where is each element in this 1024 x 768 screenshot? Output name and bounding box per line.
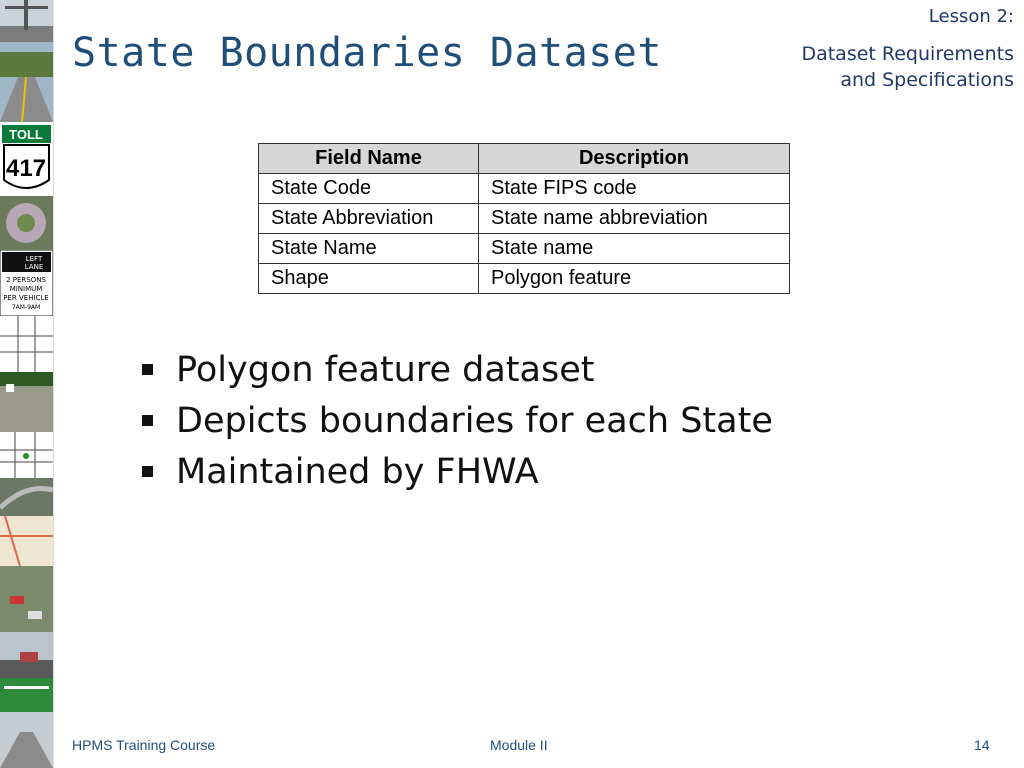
description-cell: State name — [479, 234, 790, 264]
fields-table — [258, 143, 790, 294]
column-header: Field Name — [259, 144, 479, 174]
table-row — [259, 264, 790, 294]
freeway-photo — [0, 712, 53, 768]
hov-line1: LEFT — [25, 255, 43, 263]
list-item — [140, 447, 773, 498]
traffic-photo — [0, 566, 53, 632]
image-strip — [0, 0, 54, 768]
green-sign — [0, 678, 53, 712]
page-number: 14 — [974, 737, 990, 753]
lesson-label: Lesson 2: — [928, 6, 1014, 27]
roundabout-photo — [0, 196, 53, 250]
footer-course: HPMS Training Course — [72, 737, 216, 753]
footer-module: Module II — [490, 737, 548, 753]
map-image — [0, 516, 53, 566]
bullet-list — [140, 345, 773, 498]
field-name-cell: State Abbreviation — [259, 204, 479, 234]
table-row — [259, 174, 790, 204]
hov-line4: MINIMUM — [9, 285, 43, 293]
list-item — [140, 396, 773, 447]
signal-diagram — [0, 432, 53, 478]
hov-line2: LANE — [24, 263, 44, 271]
slide-title: State Boundaries Dataset — [72, 30, 662, 76]
hov-line3: 2 PERSONS — [6, 276, 46, 284]
description-cell: State name abbreviation — [479, 204, 790, 234]
hov-sign — [0, 250, 53, 316]
field-name-cell: State Code — [259, 174, 479, 204]
bridge-photo — [0, 632, 53, 678]
toll-label: TOLL — [9, 127, 43, 142]
hov-line6: 7AM-9AM — [11, 304, 41, 311]
hov-line5: PER VEHICLE — [3, 294, 49, 302]
bullet-text: Maintained by FHWA — [176, 452, 539, 492]
table-row — [259, 234, 790, 264]
lane-photo — [0, 372, 53, 432]
description-cell: State FIPS code — [479, 174, 790, 204]
bullet-square-icon — [142, 364, 153, 375]
table-row — [259, 204, 790, 234]
bullet-square-icon — [142, 415, 153, 426]
field-name-cell: State Name — [259, 234, 479, 264]
road-photo — [0, 42, 53, 122]
lesson-subtitle-line2: and Specifications — [840, 69, 1014, 91]
column-header: Description — [479, 144, 790, 174]
intersection-diagram — [0, 316, 53, 372]
bullet-text: Depicts boundaries for each State — [176, 401, 773, 441]
bullet-square-icon — [142, 466, 153, 477]
bullet-text: Polygon feature dataset — [176, 350, 595, 390]
route-number: 417 — [5, 155, 47, 182]
lesson-subtitle-line1: Dataset Requirements — [801, 43, 1014, 65]
field-name-cell: Shape — [259, 264, 479, 294]
toll-417-sign — [0, 122, 53, 196]
highway-photo — [0, 0, 53, 42]
interchange-photo — [0, 478, 53, 516]
table-header-row — [259, 144, 790, 174]
list-item — [140, 345, 773, 396]
description-cell: Polygon feature — [479, 264, 790, 294]
lesson-header — [801, 6, 1014, 93]
lesson-subtitle — [801, 41, 1014, 93]
